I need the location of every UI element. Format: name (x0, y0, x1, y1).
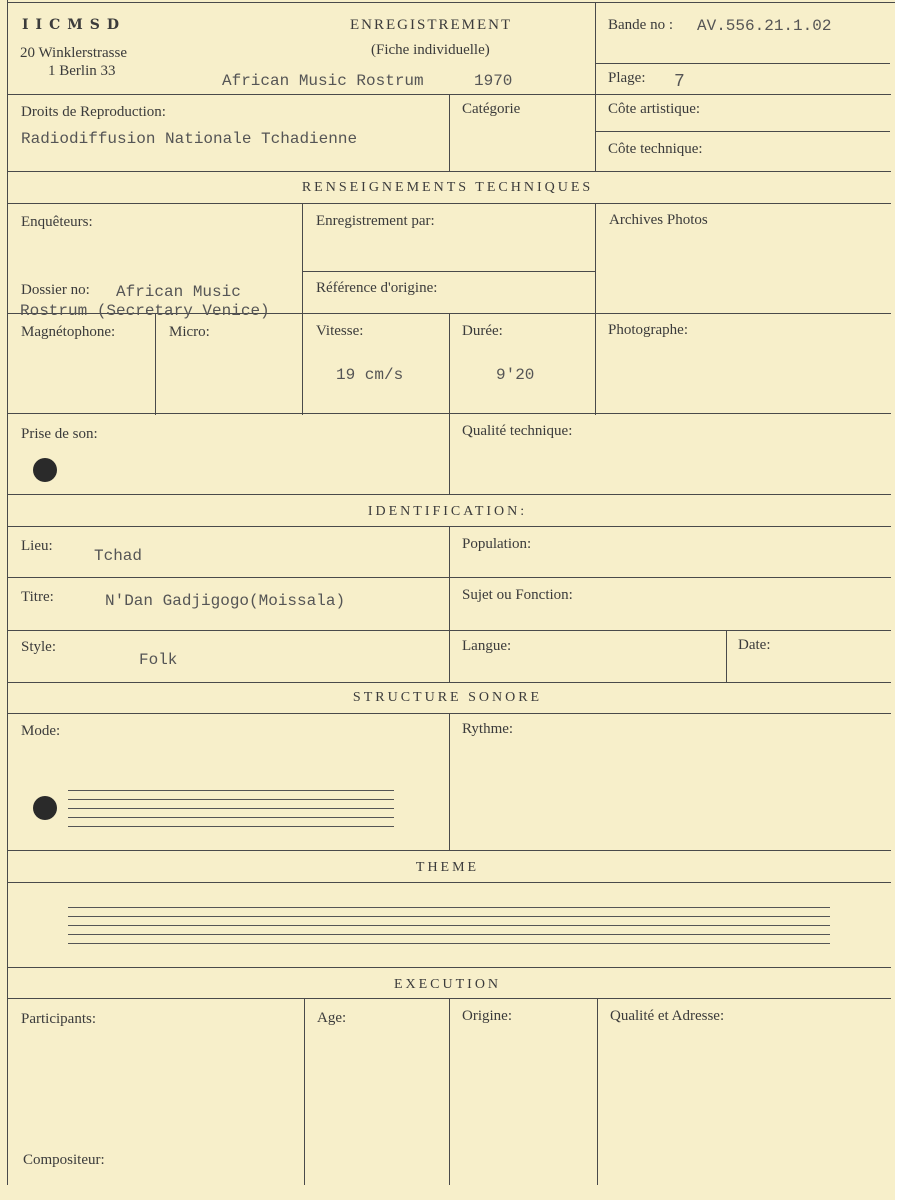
cote-technique-label: Côte technique: (608, 141, 703, 157)
divider (449, 526, 450, 683)
age-label: Age: (317, 1010, 347, 1026)
date-label: Date: (738, 637, 771, 653)
divider (302, 271, 596, 272)
divider (595, 131, 890, 132)
langue-label: Langue: (462, 638, 512, 654)
sujet-label: Sujet ou Fonction: (462, 587, 573, 603)
section-title-structure: STRUCTURE SONORE (352, 690, 543, 705)
divider (449, 94, 450, 172)
left-border (7, 0, 8, 1185)
divider (7, 171, 891, 172)
titre-label: Titre: (21, 589, 54, 605)
reference-label: Référence d'origine: (316, 280, 438, 296)
music-staff-line (68, 817, 394, 818)
divider (7, 850, 891, 851)
address-line-1: 20 Winklerstrasse (20, 45, 128, 61)
archives-photos-label: Archives Photos (609, 212, 708, 228)
prise-de-son-label: Prise de son: (21, 426, 98, 442)
divider (7, 494, 891, 495)
typed-program: African Music Rostrum (222, 72, 424, 90)
divider (449, 413, 450, 495)
rights-value: Radiodiffusion Nationale Tchadienne (21, 130, 358, 148)
divider (597, 998, 598, 1185)
divider (304, 998, 305, 1185)
typed-year: 1970 (474, 72, 513, 90)
style-value: Folk (139, 651, 178, 669)
cote-artistique-label: Côte artistique: (608, 101, 701, 117)
bande-label: Bande no : (608, 17, 673, 33)
binder-hole (33, 796, 57, 820)
rythme-label: Rythme: (462, 721, 514, 737)
divider (7, 630, 891, 631)
compositeur-label: Compositeur: (23, 1152, 105, 1168)
qualite-technique-label: Qualité technique: (462, 423, 573, 439)
enregistrement-par-label: Enregistrement par: (316, 213, 435, 229)
music-staff-line (68, 799, 394, 800)
lieu-value: Tchad (94, 547, 143, 565)
section-title-execution: EXECUTION (393, 977, 502, 992)
lieu-label: Lieu: (21, 538, 53, 554)
dossier-label: Dossier no: (21, 282, 90, 298)
music-staff-line (68, 826, 394, 827)
divider (7, 967, 891, 968)
mode-label: Mode: (21, 723, 61, 739)
music-staff-line (68, 925, 830, 926)
duree-label: Durée: (462, 323, 503, 339)
style-label: Style: (21, 639, 57, 655)
divider (449, 713, 450, 851)
qualite-adresse-label: Qualité et Adresse: (610, 1008, 725, 1024)
music-staff-line (68, 916, 830, 917)
section-title-theme: THEME (415, 860, 480, 875)
participants-label: Participants: (21, 1011, 96, 1027)
dossier-value-1: African Music (116, 283, 241, 301)
bande-value: AV.556.21.1.02 (697, 17, 832, 35)
rights-label: Droits de Reproduction: (21, 104, 166, 120)
plage-value: 7 (674, 72, 685, 92)
form-title: ENREGISTREMENT (350, 17, 513, 33)
dossier-value-2: Rostrum (Secretary Venice) (20, 302, 270, 320)
population-label: Population: (462, 536, 532, 552)
divider (155, 313, 156, 415)
music-staff-line (68, 907, 830, 908)
vitesse-label: Vitesse: (316, 323, 364, 339)
divider (726, 630, 727, 683)
enqueteurs-label: Enquêteurs: (21, 214, 93, 230)
magnetophone-label: Magnétophone: (21, 324, 116, 340)
divider (595, 2, 596, 172)
top-border (7, 2, 895, 3)
divider (449, 998, 450, 1185)
music-staff-line (68, 790, 394, 791)
duree-value: 9'20 (496, 366, 535, 384)
form-subtitle: (Fiche individuelle) (371, 42, 490, 58)
photographe-label: Photographe: (608, 322, 688, 338)
divider (595, 63, 890, 64)
divider (449, 313, 450, 415)
divider (7, 203, 891, 204)
music-staff-line (68, 943, 830, 944)
section-title-identification: IDENTIFICATION: (367, 504, 528, 519)
divider (7, 682, 891, 683)
section-title-technique: RENSEIGNEMENTS TECHNIQUES (301, 180, 594, 195)
categorie-label: Catégorie (462, 101, 521, 117)
divider (302, 203, 303, 415)
divider (7, 882, 891, 883)
origine-label: Origine: (462, 1008, 512, 1024)
binder-hole (33, 458, 57, 482)
plage-label: Plage: (608, 70, 646, 86)
micro-label: Micro: (169, 324, 210, 340)
divider (7, 577, 891, 578)
address-line-2: 1 Berlin 33 (48, 63, 116, 79)
org-name: IICMSD (22, 17, 126, 33)
music-staff-line (68, 808, 394, 809)
titre-value: N'Dan Gadjigogo(Moissala) (105, 592, 346, 610)
divider (595, 203, 596, 415)
music-staff-line (68, 934, 830, 935)
vitesse-value: 19 cm/s (336, 366, 404, 384)
